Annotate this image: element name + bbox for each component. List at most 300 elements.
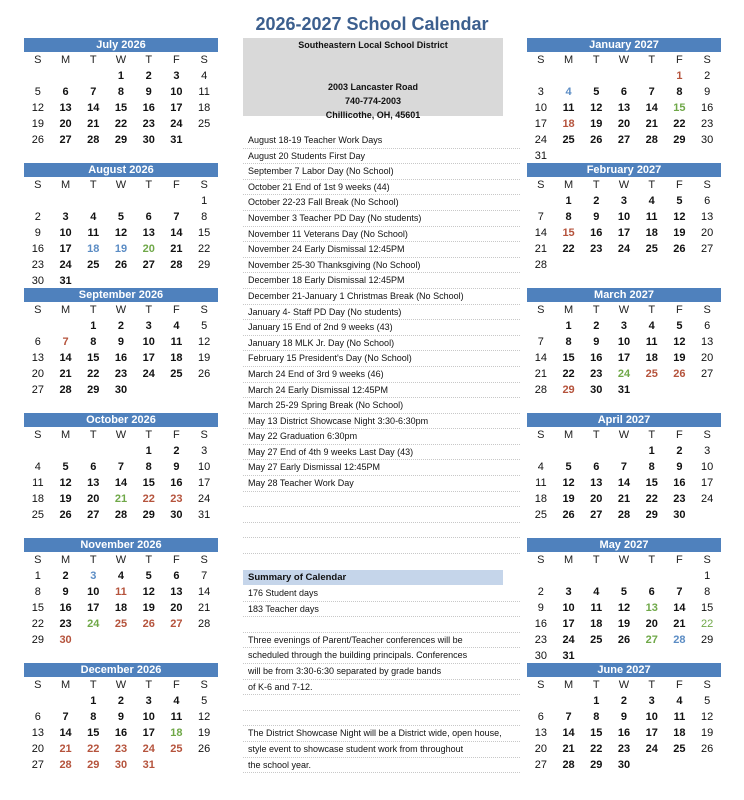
week-row (24, 741, 218, 757)
day-cell: 15 (87, 727, 100, 739)
week-row (24, 84, 218, 100)
day-cell: 12 (142, 586, 155, 598)
day-cell: 29 (87, 759, 100, 771)
day-cell: 10 (170, 86, 183, 98)
day-cell: 6 (62, 86, 69, 98)
month-september-2026 (24, 288, 218, 398)
day-cell: 24 (59, 259, 72, 271)
day-cell: 21 (114, 493, 128, 505)
day-cell: 24 (645, 743, 658, 755)
day-cell: 31 (562, 650, 575, 662)
day-cell: 17 (198, 477, 211, 489)
day-cell: 4 (565, 86, 572, 98)
day-cell: 10 (142, 336, 155, 348)
empty-cell (693, 148, 721, 164)
day-cell: 14 (170, 227, 183, 239)
empty-cell (190, 132, 218, 148)
empty-cell (638, 757, 666, 773)
empty-cell (610, 648, 638, 664)
day-cell: 21 (617, 493, 631, 505)
day-cell: 13 (170, 586, 183, 598)
day-cell: 17 (645, 727, 658, 739)
empty-cell (79, 68, 107, 84)
day-cell: 6 (173, 570, 180, 582)
empty-cell (24, 318, 52, 334)
day-cell: 1 (565, 195, 572, 207)
day-cell: 12 (562, 477, 575, 489)
weekday-label: T (89, 304, 97, 316)
month-december-2026 (24, 663, 218, 773)
event-item: November 3 Teacher PD Day (No students) (243, 211, 520, 227)
event-item: May 27 End of 4th 9 weeks Last Day (43) (243, 445, 520, 461)
weekday-label: F (676, 179, 683, 191)
blank-line (243, 507, 520, 523)
day-cell: 1 (201, 195, 208, 207)
day-cell: 15 (142, 477, 155, 489)
week-row (24, 475, 218, 491)
empty-cell (555, 568, 583, 584)
week-row (24, 366, 218, 382)
day-cell: 10 (617, 211, 631, 223)
events-list (243, 133, 520, 554)
week-row (527, 84, 721, 100)
week-row (527, 616, 721, 632)
day-cell: 7 (565, 711, 572, 723)
empty-cell (610, 148, 638, 164)
day-cell: 30 (114, 759, 128, 771)
empty-cell (610, 568, 638, 584)
day-cell: 12 (198, 711, 211, 723)
day-cell: 23 (590, 243, 603, 255)
day-cell: 20 (590, 493, 603, 505)
day-cell: 27 (534, 759, 547, 771)
day-cell: 22 (701, 618, 714, 630)
day-cell: 22 (87, 743, 100, 755)
day-cell: 21 (198, 602, 211, 614)
day-cell: 25 (645, 243, 658, 255)
day-cell: 29 (673, 134, 686, 146)
day-cell: 13 (31, 352, 44, 364)
day-cell: 25 (673, 743, 686, 755)
day-cell: 10 (59, 227, 72, 239)
day-cell: 7 (117, 461, 125, 473)
day-cell: 29 (590, 759, 603, 771)
week-row (527, 507, 721, 523)
day-cell: 28 (59, 384, 72, 396)
empty-cell (555, 443, 583, 459)
day-cell: 18 (170, 727, 183, 739)
day-cell: 15 (87, 352, 100, 364)
month-header: August 2026 (24, 163, 218, 177)
empty-cell (135, 273, 163, 289)
week-row (24, 568, 218, 584)
day-cell: 16 (534, 618, 547, 630)
day-cell: 13 (534, 727, 547, 739)
weekday-row (527, 552, 721, 568)
day-cell: 8 (90, 711, 97, 723)
day-cell: 19 (142, 602, 155, 614)
day-cell: 14 (59, 727, 72, 739)
empty-cell (163, 273, 191, 289)
day-cell: 1 (648, 445, 655, 457)
day-cell: 7 (62, 711, 69, 723)
day-cell: 20 (617, 118, 631, 130)
day-cell: 14 (562, 727, 575, 739)
day-cell: 30 (701, 134, 714, 146)
district-name: Southeastern Local School District (298, 40, 448, 50)
day-cell: 12 (114, 227, 128, 239)
day-cell: 3 (145, 320, 152, 332)
day-cell: 29 (562, 384, 575, 396)
day-cell: 16 (701, 102, 714, 114)
day-cell: 31 (534, 150, 547, 162)
day-cell: 26 (31, 134, 44, 146)
month-march-2027 (527, 288, 721, 398)
day-cell: 10 (701, 461, 714, 473)
day-cell: 30 (31, 275, 44, 287)
day-cell: 24 (701, 493, 714, 505)
day-cell: 9 (173, 461, 180, 473)
day-cell: 13 (87, 477, 100, 489)
day-cell: 19 (701, 727, 714, 739)
day-cell: 23 (142, 118, 155, 130)
empty-cell (582, 568, 610, 584)
day-cell: 15 (590, 727, 603, 739)
day-cell: 7 (62, 336, 69, 348)
day-cell: 17 (142, 727, 155, 739)
day-cell: 2 (537, 586, 544, 598)
event-item: March 24 Early Dismissal 12:45PM (243, 383, 520, 399)
day-cell: 26 (562, 509, 575, 521)
empty-cell (190, 632, 218, 648)
day-cell: 15 (114, 102, 128, 114)
day-cell: 18 (645, 352, 658, 364)
weekday-label: S (537, 429, 545, 441)
weekday-label: W (115, 679, 127, 691)
day-cell: 15 (198, 227, 211, 239)
month-may-2027 (527, 538, 721, 664)
day-cell: 18 (114, 602, 128, 614)
day-cell: 22 (114, 118, 128, 130)
day-cell: 6 (704, 320, 711, 332)
day-cell: 23 (617, 743, 631, 755)
day-cell: 13 (31, 727, 44, 739)
event-item: October 22-23 Fall Break (No School) (243, 195, 520, 211)
week-row (24, 209, 218, 225)
week-row (24, 334, 218, 350)
event-item: December 18 Early Dismissal 12:45PM (243, 273, 520, 289)
week-row (24, 725, 218, 741)
empty-cell (555, 693, 583, 709)
day-cell: 12 (59, 477, 72, 489)
weekday-label: S (200, 679, 208, 691)
day-cell: 18 (562, 118, 575, 130)
day-cell: 19 (198, 727, 211, 739)
week-row (527, 757, 721, 773)
week-row (24, 318, 218, 334)
day-cell: 19 (59, 493, 72, 505)
week-row (24, 459, 218, 475)
day-cell: 30 (534, 650, 547, 662)
week-row (527, 459, 721, 475)
day-cell: 22 (673, 118, 686, 130)
event-item: January 18 MLK Jr. Day (No School) (243, 336, 520, 352)
day-cell: 15 (562, 352, 575, 364)
day-cell: 9 (593, 336, 600, 348)
day-cell: 23 (114, 368, 128, 380)
day-cell: 2 (117, 320, 125, 332)
day-cell: 20 (645, 618, 658, 630)
week-row (527, 209, 721, 225)
day-cell: 9 (117, 711, 125, 723)
day-cell: 11 (535, 477, 547, 489)
day-cell: 11 (87, 227, 100, 239)
day-cell: 16 (673, 477, 686, 489)
month-header: April 2027 (527, 413, 721, 427)
day-cell: 14 (59, 352, 72, 364)
day-cell: 18 (673, 727, 686, 739)
day-cell: 13 (645, 602, 658, 614)
weekday-label: M (563, 429, 574, 441)
day-cell: 3 (704, 445, 711, 457)
blank-line (243, 492, 520, 508)
day-cell: 5 (593, 86, 600, 98)
event-item: March 24 End of 3rd 9 weeks (46) (243, 367, 520, 383)
day-cell: 4 (117, 570, 125, 582)
day-cell: 25 (562, 134, 575, 146)
week-row (527, 100, 721, 116)
empty-cell (666, 382, 694, 398)
day-cell: 23 (31, 259, 44, 271)
day-cell: 2 (34, 211, 41, 223)
week-row (24, 350, 218, 366)
summary-line: of K-6 and 7-12. (243, 680, 520, 696)
day-cell: 8 (676, 86, 683, 98)
day-cell: 21 (673, 618, 686, 630)
day-cell: 31 (170, 134, 183, 146)
day-cell: 26 (114, 259, 128, 271)
day-cell: 27 (701, 243, 714, 255)
day-cell: 9 (620, 711, 628, 723)
weekday-label: F (173, 679, 180, 691)
day-cell: 5 (676, 195, 683, 207)
event-item: January 4- Staff PD Day (No students) (243, 305, 520, 321)
empty-cell (52, 68, 80, 84)
day-cell: 27 (170, 618, 183, 630)
weekday-label: W (618, 429, 630, 441)
week-row (24, 257, 218, 273)
day-cell: 21 (59, 743, 72, 755)
empty-cell (52, 318, 80, 334)
day-cell: 30 (114, 384, 128, 396)
day-cell: 23 (534, 634, 547, 646)
weekday-label: T (648, 554, 656, 566)
day-cell: 16 (142, 102, 155, 114)
summary-line: style event to showcase student work from throughout (243, 742, 520, 758)
district-info (243, 38, 503, 120)
empty-cell (666, 648, 694, 664)
day-cell: 7 (676, 586, 683, 598)
week-row (527, 491, 721, 507)
day-cell: 10 (534, 102, 547, 114)
day-cell: 14 (673, 602, 686, 614)
day-cell: 17 (170, 102, 183, 114)
week-row (24, 68, 218, 84)
day-cell: 13 (142, 227, 155, 239)
day-cell: 24 (617, 243, 631, 255)
summary-line (243, 695, 520, 711)
day-cell: 24 (534, 134, 547, 146)
weekday-label: S (537, 179, 545, 191)
day-cell: 20 (701, 352, 714, 364)
empty-cell (555, 148, 583, 164)
day-cell: 27 (142, 259, 155, 271)
day-cell: 14 (534, 352, 547, 364)
day-cell: 31 (198, 509, 211, 521)
weekday-label: T (145, 54, 153, 66)
day-cell: 18 (31, 493, 44, 505)
empty-cell (107, 443, 135, 459)
weekday-label: S (34, 54, 42, 66)
weekday-label: F (173, 179, 180, 191)
day-cell: 7 (90, 86, 97, 98)
day-cell: 5 (117, 211, 125, 223)
district-street: 2003 Lancaster Road (327, 82, 419, 92)
day-cell: 14 (645, 102, 658, 114)
weekday-label: T (145, 429, 153, 441)
day-cell: 29 (142, 509, 155, 521)
day-cell: 4 (676, 695, 683, 707)
event-item: December 21-January 1 Christmas Break (No School) (243, 289, 520, 305)
day-cell: 7 (537, 336, 544, 348)
month-august-2026 (24, 163, 218, 289)
weekday-label: F (173, 429, 180, 441)
day-cell: 28 (534, 384, 547, 396)
day-cell: 27 (87, 509, 100, 521)
day-cell: 23 (673, 493, 686, 505)
day-cell: 27 (31, 759, 44, 771)
day-cell: 24 (562, 634, 575, 646)
summary-line: The District Showcase Night will be a District wide, open house, (243, 726, 520, 742)
day-cell: 11 (115, 586, 127, 598)
day-cell: 18 (590, 618, 603, 630)
weekday-label: M (563, 54, 574, 66)
day-cell: 21 (562, 743, 575, 755)
empty-cell (24, 193, 52, 209)
day-cell: 9 (676, 461, 683, 473)
weekday-label: W (115, 54, 127, 66)
day-cell: 27 (590, 509, 603, 521)
weekday-label: S (537, 554, 545, 566)
day-cell: 16 (170, 477, 183, 489)
day-cell: 23 (590, 368, 603, 380)
day-cell: 1 (90, 695, 97, 707)
day-cell: 19 (590, 118, 603, 130)
day-cell: 23 (701, 118, 714, 130)
day-cell: 12 (617, 602, 631, 614)
empty-cell (527, 568, 555, 584)
weekday-label: S (34, 554, 42, 566)
day-cell: 13 (590, 477, 603, 489)
day-cell: 28 (59, 759, 72, 771)
day-cell: 3 (173, 70, 180, 82)
day-cell: 16 (590, 227, 603, 239)
empty-cell (190, 273, 218, 289)
empty-cell (135, 632, 163, 648)
day-cell: 28 (114, 509, 128, 521)
day-cell: 6 (34, 711, 41, 723)
day-cell: 8 (593, 711, 600, 723)
empty-cell (555, 257, 583, 273)
day-cell: 2 (593, 320, 600, 332)
weekday-label: T (648, 679, 656, 691)
day-cell: 8 (648, 461, 655, 473)
day-cell: 27 (645, 634, 658, 646)
empty-cell (582, 68, 610, 84)
day-cell: 15 (673, 102, 686, 114)
day-cell: 25 (645, 368, 658, 380)
week-row (24, 709, 218, 725)
day-cell: 5 (620, 586, 628, 598)
weekday-label: T (89, 429, 97, 441)
day-cell: 15 (701, 602, 714, 614)
day-cell: 21 (59, 368, 72, 380)
day-cell: 22 (590, 743, 603, 755)
empty-cell (24, 693, 52, 709)
weekday-label: T (89, 554, 97, 566)
day-cell: 4 (593, 586, 600, 598)
weekday-label: W (115, 554, 127, 566)
week-row (24, 193, 218, 209)
week-row (527, 475, 721, 491)
event-item: May 28 Teacher Work Day (243, 476, 520, 492)
day-cell: 5 (704, 695, 711, 707)
week-row (527, 318, 721, 334)
day-cell: 6 (620, 86, 628, 98)
empty-cell (666, 757, 694, 773)
weekday-row (527, 427, 721, 443)
day-cell: 8 (565, 336, 572, 348)
weekday-label: S (537, 679, 545, 691)
empty-cell (527, 193, 555, 209)
empty-cell (693, 757, 721, 773)
day-cell: 6 (704, 195, 711, 207)
empty-cell (693, 382, 721, 398)
day-cell: 27 (59, 134, 72, 146)
empty-cell (79, 443, 107, 459)
day-cell: 25 (87, 259, 100, 271)
event-item: November 11 Veterans Day (No School) (243, 227, 520, 243)
day-cell: 3 (201, 445, 208, 457)
event-item: September 7 Labor Day (No School) (243, 164, 520, 180)
day-cell: 20 (87, 493, 100, 505)
day-cell: 14 (198, 586, 211, 598)
day-cell: 8 (90, 336, 97, 348)
day-cell: 26 (590, 134, 603, 146)
day-cell: 20 (59, 118, 72, 130)
weekday-label: S (200, 304, 208, 316)
week-row (24, 584, 218, 600)
day-cell: 11 (645, 336, 658, 348)
empty-cell (24, 443, 52, 459)
week-row (24, 616, 218, 632)
summary-line: 176 Student days (243, 586, 520, 602)
day-cell: 31 (142, 759, 155, 771)
week-row (24, 273, 218, 289)
day-cell: 17 (59, 243, 72, 255)
weekday-label: T (592, 54, 600, 66)
day-cell: 2 (620, 695, 628, 707)
